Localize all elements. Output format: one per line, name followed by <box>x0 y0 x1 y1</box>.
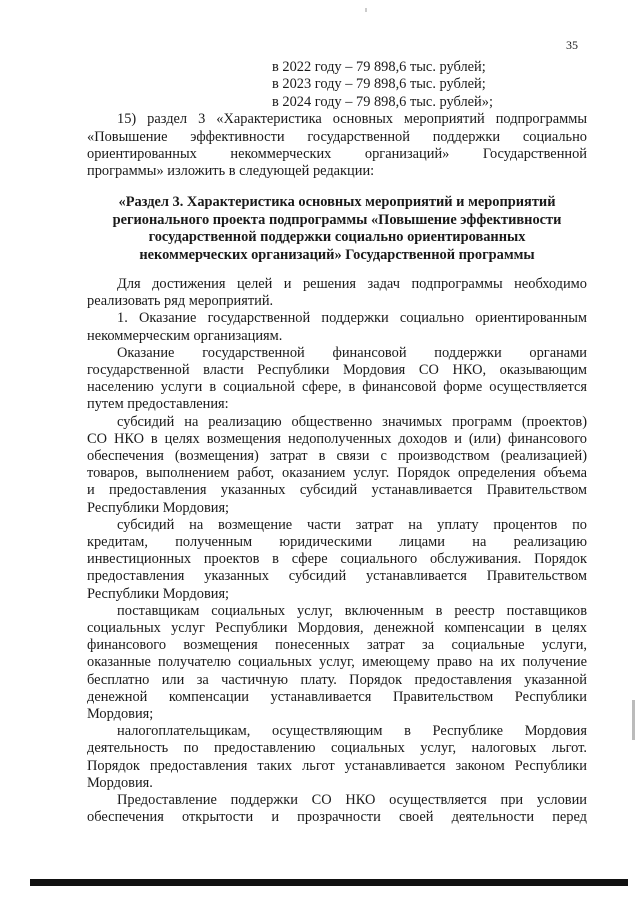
body-line: обеспечения (возмещения) затрат в связи с производством (реализацией) <box>87 448 587 465</box>
body-line: товаров, выполнением работ, оказанием услуг. Порядок определения объема <box>87 465 587 482</box>
scan-bottom-bar <box>30 879 628 886</box>
body-line: кредитам, полученным юридическими лицами на реализацию <box>87 534 587 551</box>
body-line: социальных услуг Республики Мордовия, денежной компенсации в целях <box>87 620 587 637</box>
body-line: налогоплательщикам, осуществляющим в Республике Мордовия <box>117 723 587 740</box>
body-line: бесплатно или за частичную плату. Порядок предоставления указанной <box>87 671 587 688</box>
body-line: денежной компенсации устанавливается Правительством Республики <box>87 688 587 705</box>
heading-line: регионального проекта подпрограммы «Повышение эффективности <box>112 211 562 228</box>
body-line: реализовать ряд мероприятий. <box>87 293 274 310</box>
body-line: деятельность по предоставлению социальных услуг, налоговых льгот. <box>87 740 587 757</box>
body-line: субсидий на реализацию общественно значимых программ (проектов) <box>117 413 587 430</box>
heading-line: некоммерческих организаций» Государственной программы <box>139 246 535 263</box>
year-line-2023: в 2023 году – 79 898,6 тыс. рублей; <box>272 76 486 93</box>
intro-line: 15) раздел 3 «Характеристика основных мероприятий подпрограммы <box>117 111 587 128</box>
year-line-2024: в 2024 году – 79 898,6 тыс. рублей»; <box>272 93 493 110</box>
body-line: Республики Мордовия; <box>87 499 230 516</box>
body-line: Мордовия; <box>87 706 154 723</box>
body-line: государственной власти Республики Мордовия СО НКО, оказывающим <box>87 362 587 379</box>
body-line: Мордовия. <box>87 774 153 791</box>
body-line: Порядок предоставления таких льгот устанавливается законом Республики <box>87 757 587 774</box>
body-line: Для достижения целей и решения задач подпрограммы необходимо <box>117 276 587 292</box>
heading-line: «Раздел 3. Характеристика основных мероприятий и мероприятий <box>118 194 556 210</box>
body-line: оказанные получателю социальных услуг, имеющему право на их получение <box>87 654 587 671</box>
year-line-2022: в 2022 году – 79 898,6 тыс. рублей; <box>272 59 486 75</box>
body-line: субсидий на возмещение части затрат на уплату процентов по <box>117 516 587 533</box>
page-number: 35 <box>566 38 578 52</box>
body-text <box>87 276 587 827</box>
scan-edge-mark <box>632 700 635 740</box>
intro-line: ориентированных некоммерческих организаций» Государственной <box>87 146 587 163</box>
body-line: Оказание государственной финансовой поддержки органами <box>117 344 587 361</box>
intro-line: «Повышение эффективности государственной поддержки социально <box>87 128 587 145</box>
body-line: обеспечения открытости и прозрачности своей деятельности перед <box>87 809 587 826</box>
intro-line: программы» изложить в следующей редакции: <box>87 163 375 180</box>
scan-speck <box>365 8 367 12</box>
body-line: 1. Оказание государственной поддержки социально ориентированным <box>117 310 587 327</box>
body-line: и предоставления указанных субсидий устанавливается Правительством <box>87 482 587 499</box>
section-heading <box>87 194 587 264</box>
body-line: путем предоставления: <box>87 396 229 413</box>
body-line: Республики Мордовия; <box>87 585 230 602</box>
body-line: населению услуги в социальной сфере, в финансовой форме осуществляется <box>87 379 587 396</box>
body-line: СО НКО в целях возмещения недополученных доходов и (или) финансового <box>87 430 587 447</box>
body-line: поставщикам социальных услуг, включенным в реестр поставщиков <box>117 602 587 619</box>
body-line: Предоставление поддержки СО НКО осуществляется при условии <box>117 792 587 809</box>
heading-line: государственной поддержки социально ориентированных <box>148 229 526 246</box>
body-line: инвестиционных проектов в сфере социального обслуживания. Порядок <box>87 551 587 568</box>
body-line: некоммерческим организациям. <box>87 327 283 344</box>
body-line: финансового возмещения понесенных затрат за социальные услуги, <box>87 637 587 654</box>
header-lines <box>87 59 587 181</box>
body-line: предоставления указанных субсидий устанавливается Правительством <box>87 568 587 585</box>
